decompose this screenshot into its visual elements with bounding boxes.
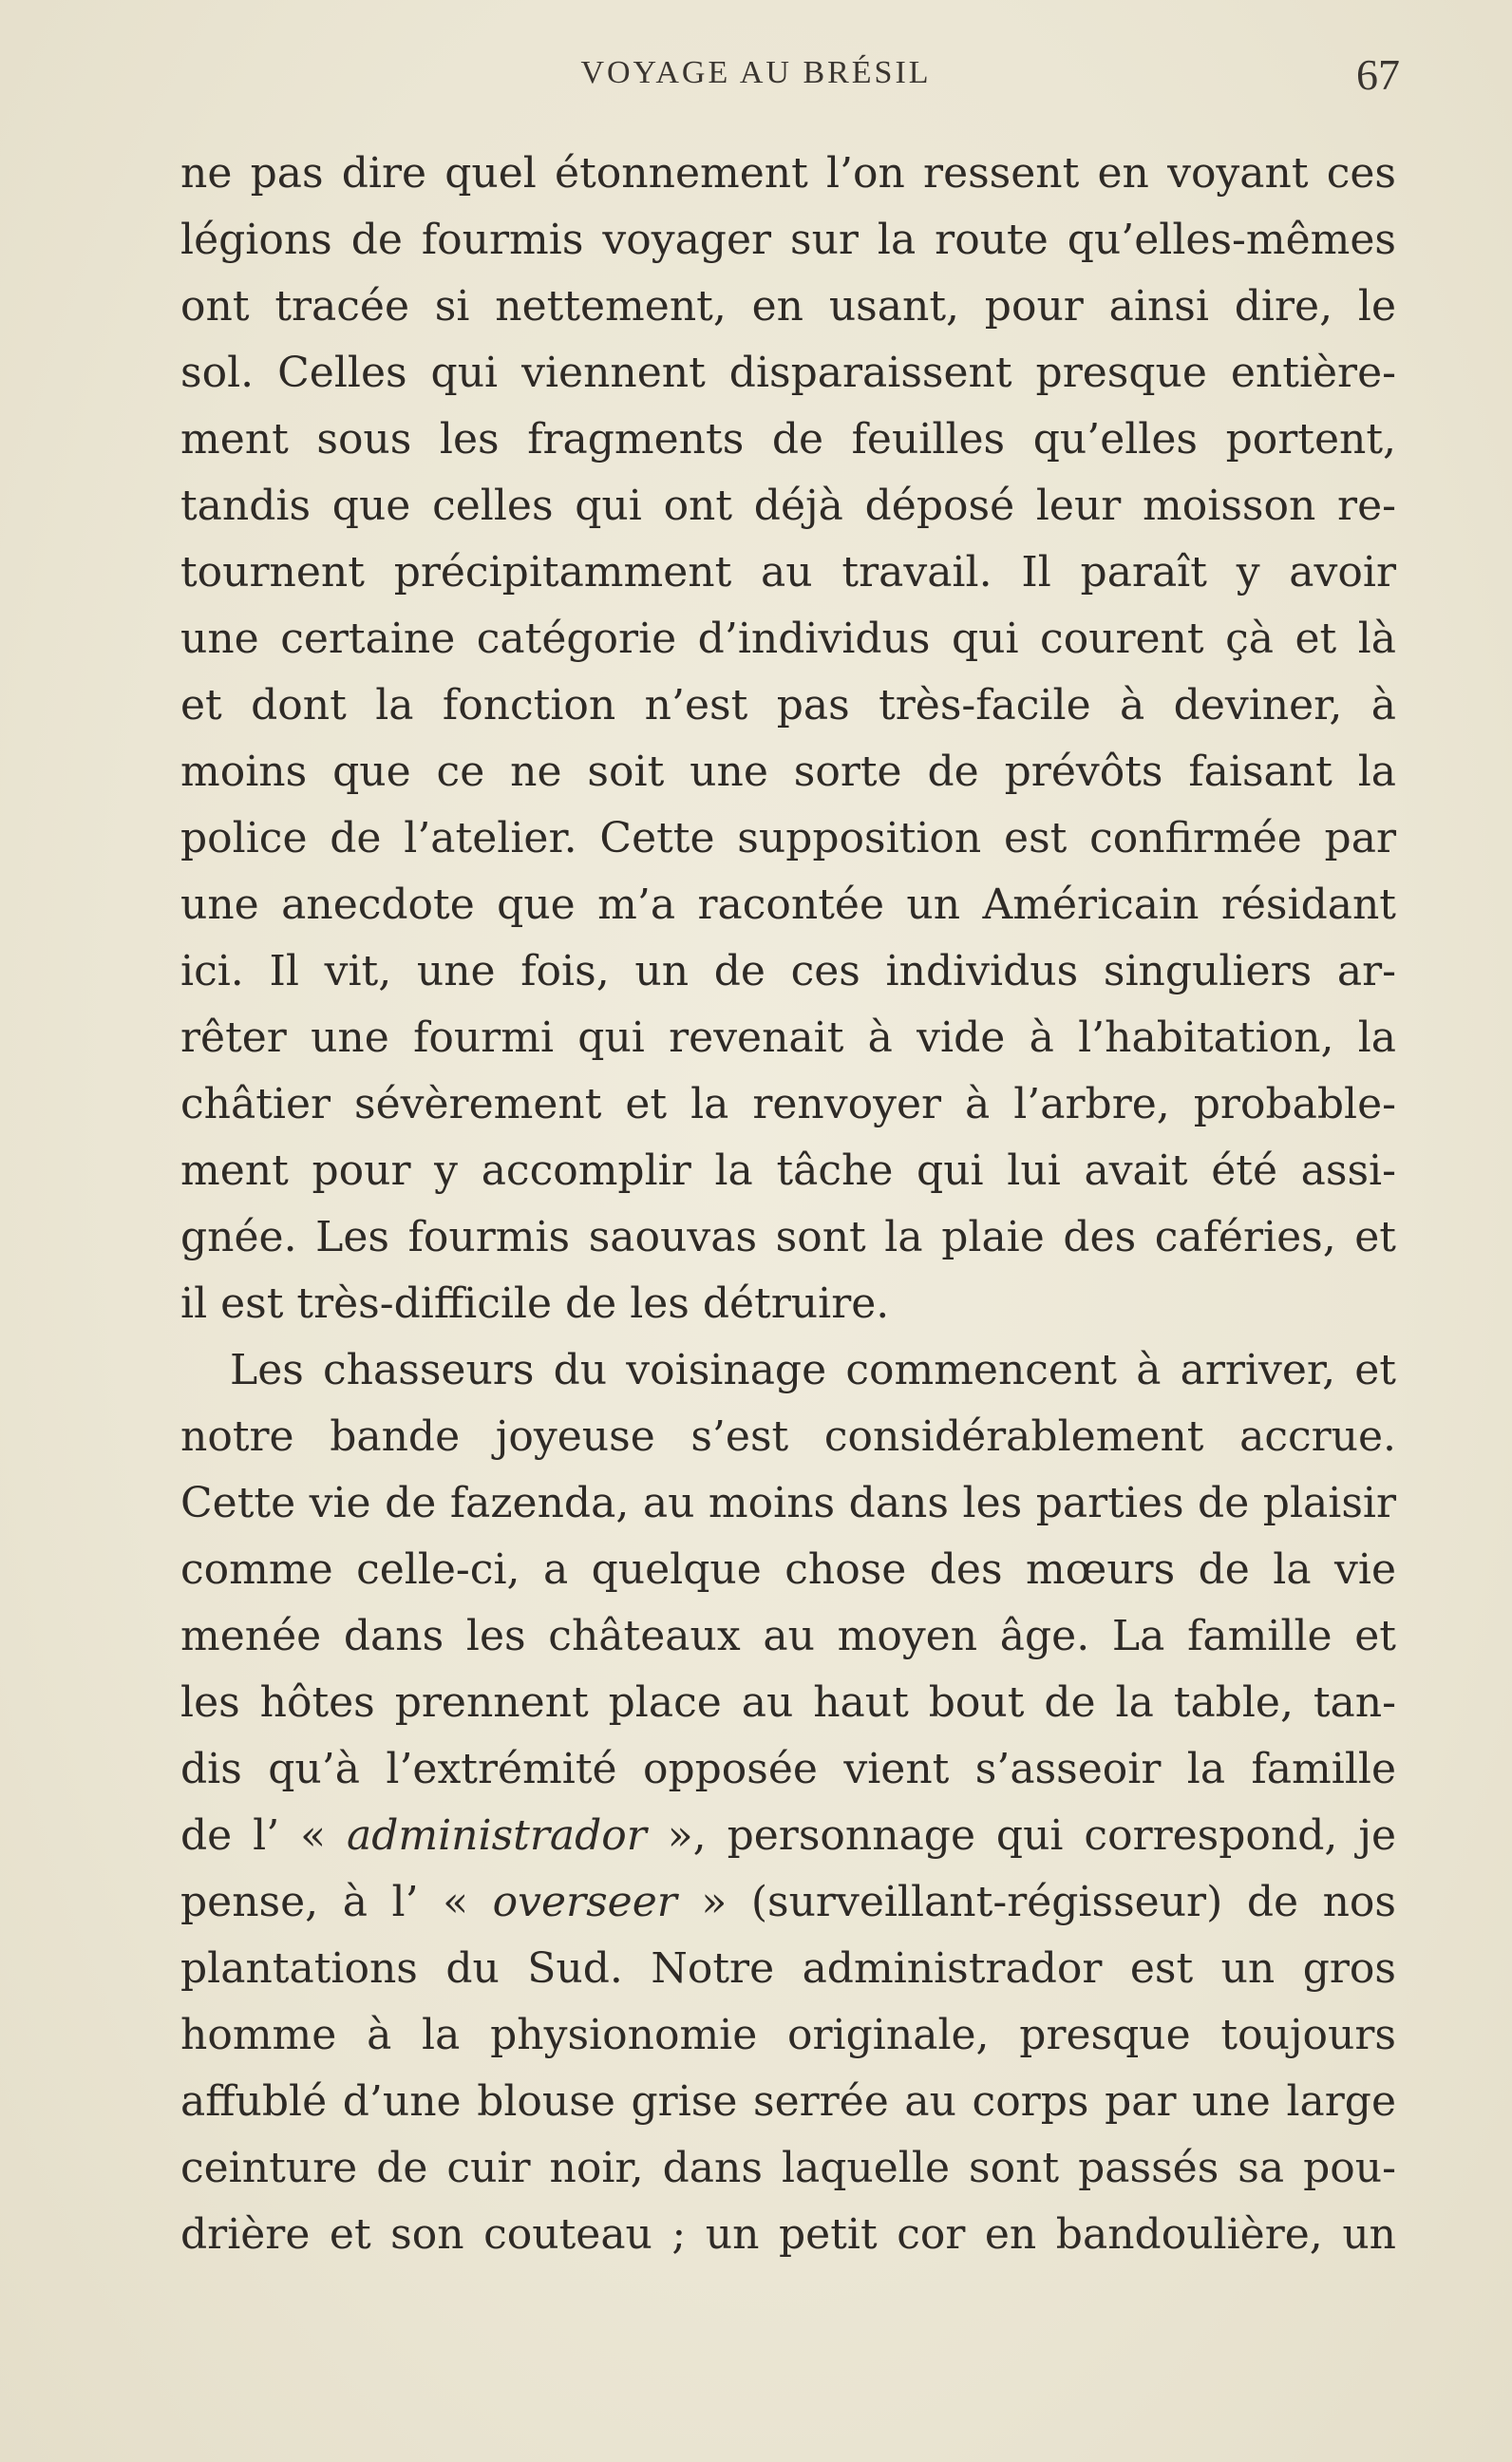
text-segment: », personnage qui correspond, je [667, 1811, 1397, 1860]
text-line: ment pour y accomplir la tâche qui lui avait été assi- [180, 1146, 1396, 1195]
text-line: notre bande joyeuse s’est considérablement accrue. [180, 1412, 1396, 1461]
running-title: VOYAGE AU BRÉSIL [580, 55, 932, 90]
text-line-administrador [180, 1803, 1396, 1869]
text-line: et dont la fonction n’est pas très-facile à deviner, à [180, 681, 1396, 729]
text-segment: » (surveillant-régisseur) de nos [701, 1878, 1396, 1926]
text-line: moins que ce ne soit une sorte de prévôts faisant la [180, 748, 1396, 796]
text-line: drière et son couteau ; un petit cor en bandoulière, un [180, 2210, 1396, 2259]
text-line: une certaine catégorie d’individus qui courent çà et là [180, 615, 1396, 663]
italic-term-administrador: administrador [346, 1811, 647, 1860]
text-line: ceinture de cuir noir, dans laquelle sont passés sa pou- [180, 2144, 1396, 2192]
text-line: tournent précipitamment au travail. Il paraît y avoir [180, 548, 1396, 597]
page-number: 67 [1356, 50, 1400, 99]
italic-term-overseer: overseer [492, 1878, 677, 1926]
text-line: il est très-difficile de les détruire. [180, 1279, 890, 1328]
text-line: homme à la physionomie originale, presque toujours [180, 2011, 1396, 2059]
text-line: une anecdote que m’a racontée un Américain résidant [180, 881, 1396, 929]
text-line: ment sous les fragments de feuilles qu’elles portent, [180, 415, 1396, 464]
text-line: menée dans les châteaux au moyen âge. La famille et [180, 1612, 1396, 1660]
text-line: rêter une fourmi qui revenait à vide à l’habitation, la [180, 1013, 1396, 1062]
text-line: ici. Il vit, une fois, un de ces individus singuliers ar- [180, 947, 1396, 995]
text-line: police de l’atelier. Cette supposition est confirmée par [180, 814, 1396, 862]
running-head [0, 49, 1512, 106]
text-segment: de l’ « [180, 1811, 327, 1860]
text-line: sol. Celles qui viennent disparaissent presque entière- [180, 349, 1396, 397]
text-line: ont tracée si nettement, en usant, pour ainsi dire, le [180, 282, 1396, 331]
text-line: comme celle-ci, a quelque chose des mœurs de la vie [180, 1545, 1396, 1594]
text-line-overseer [180, 1869, 1396, 1936]
text-line: légions de fourmis voyager sur la route qu’elles-mêmes [180, 216, 1396, 264]
text-line: dis qu’à l’extrémité opposée vient s’asseoir la famille [180, 1745, 1396, 1793]
text-segment: pense, à l’ « [180, 1878, 469, 1926]
text-line: les hôtes prennent place au haut bout de la table, tan- [180, 1678, 1396, 1727]
text-line: gnée. Les fourmis saouvas sont la plaie des caféries, et [180, 1213, 1396, 1261]
text-line: ne pas dire quel étonnement l’on ressent en voyant ces [180, 149, 1396, 198]
text-line: plantations du Sud. Notre administrador est un gros [180, 1944, 1396, 1993]
text-line: Cette vie de fazenda, au moins dans les parties de plaisir [180, 1479, 1396, 1527]
text-line: affublé d’une blouse grise serrée au corps par une large [180, 2077, 1396, 2126]
body-text [180, 141, 1396, 2268]
text-line: Les chasseurs du voisinage commencent à arriver, et [230, 1346, 1396, 1394]
text-line: châtier sévèrement et la renvoyer à l’arbre, probable- [180, 1080, 1396, 1128]
text-line: tandis que celles qui ont déjà déposé leur moisson re- [180, 482, 1396, 530]
